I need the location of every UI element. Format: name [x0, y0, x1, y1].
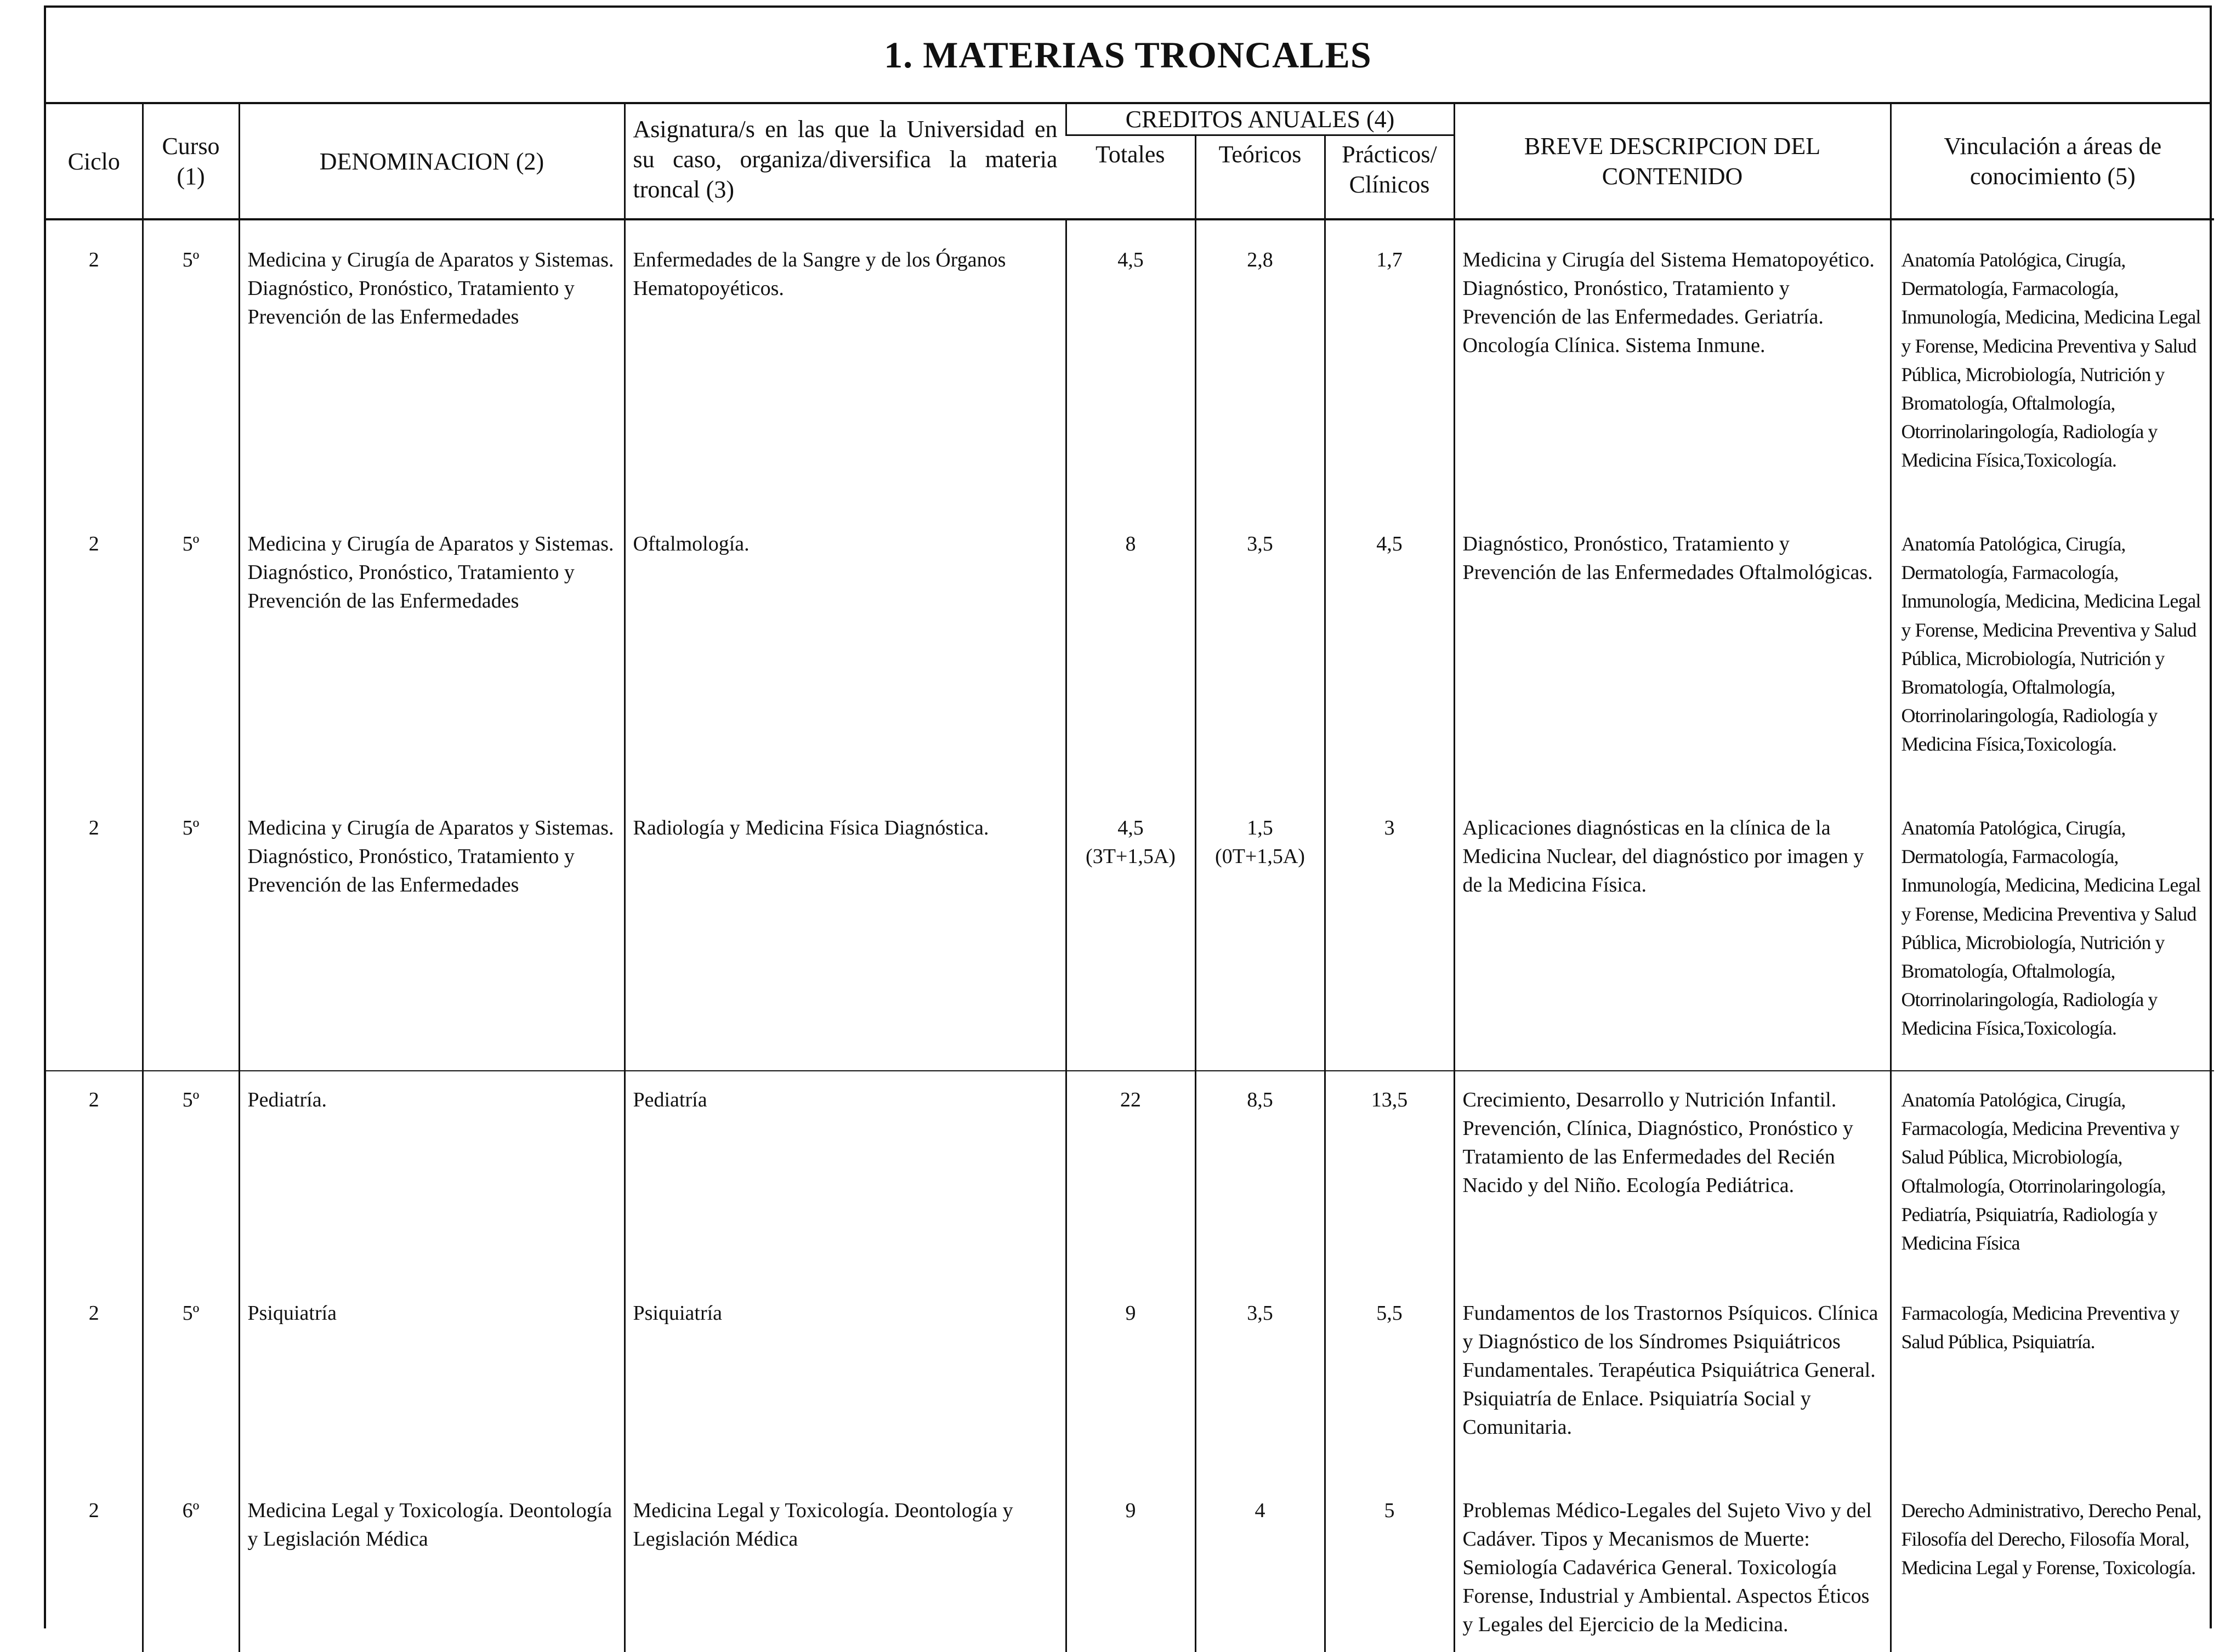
table-row — [46, 504, 2214, 788]
teoricos-cell: 2,8 — [1195, 220, 1325, 504]
asignatura-cell: Pediatría — [625, 1071, 1066, 1274]
denominacion-cell: Medicina y Cirugía de Aparatos y Sistemas. Diagnóstico, Pronóstico, Tratamiento y Prevención de las Enfermedades — [239, 220, 625, 504]
header-asignatura: Asignatura/s en las que la Universidad en su caso, organiza/diversifica la materia troncal (3) — [625, 104, 1066, 219]
totales-detail: (3T+1,5A) — [1086, 845, 1176, 868]
denominacion-cell: Medicina Legal y Toxicología. Deontología y Legislación Médica — [239, 1471, 625, 1652]
teoricos-cell: 3,5 — [1195, 504, 1325, 788]
ciclo-cell: 2 — [88, 816, 99, 839]
header-totales: Totales — [1066, 135, 1195, 220]
asignatura-cell: Radiología y Medicina Física Diagnóstica. — [625, 788, 1066, 1071]
ciclo-cell: 2 — [88, 1499, 99, 1522]
table-row — [46, 1071, 2214, 1274]
teoricos-cell: 4 — [1195, 1471, 1325, 1652]
totales-cell: 22 — [1066, 1071, 1195, 1274]
header-vinculacion: Vinculación a áreas de conocimiento (5) — [1891, 104, 2214, 219]
header-creditos: CREDITOS ANUALES (4) — [1066, 104, 1454, 135]
curso-cell: 6º — [143, 1471, 239, 1652]
areas-cell: Anatomía Patológica, Cirugía, Farmacología, Medicina Preventiva y Salud Pública, Microbiología, Oftalmología, Otorrinolaringología, Pediatría, Psiquiatría, Radiología y Medicina Física — [1891, 1071, 2214, 1274]
teoricos-detail: (0T+1,5A) — [1215, 845, 1305, 868]
denominacion-cell: Medicina y Cirugía de Aparatos y Sistemas. Diagnóstico, Pronóstico, Tratamiento y Prevención de las Enfermedades — [239, 788, 625, 1071]
asignatura-cell: Medicina Legal y Toxicología. Deontología y Legislación Médica — [625, 1471, 1066, 1652]
totales-cell: 8 — [1066, 504, 1195, 788]
descripcion-cell: Aplicaciones diagnósticas en la clínica de la Medicina Nuclear, del diagnóstico por imagen y de la Medicina Física. — [1454, 788, 1891, 1071]
curso-cell: 5º — [143, 788, 239, 1071]
totales-cell: 4,5 — [1066, 220, 1195, 504]
ciclo-cell: 2 — [88, 248, 99, 271]
practicos-cell: 5,5 — [1325, 1274, 1454, 1471]
table-header — [46, 104, 2214, 220]
table-body — [46, 220, 2214, 1652]
header-denominacion: DENOMINACION (2) — [239, 104, 625, 219]
denominacion-cell: Pediatría. — [239, 1071, 625, 1274]
teoricos-cell — [1195, 788, 1325, 1071]
ciclo-cell: 2 — [88, 532, 99, 555]
totales-cell: 9 — [1066, 1274, 1195, 1471]
teoricos-value: 1,5 — [1247, 816, 1273, 839]
denominacion-cell: Medicina y Cirugía de Aparatos y Sistemas. Diagnóstico, Pronóstico, Tratamiento y Prevención de las Enfermedades — [239, 504, 625, 788]
areas-cell: Derecho Administrativo, Derecho Penal, Filosofía del Derecho, Filosofía Moral, Medicina Legal y Forense, Toxicología. — [1891, 1471, 2214, 1652]
asignatura-cell: Psiquiatría — [625, 1274, 1066, 1471]
table-row — [46, 1471, 2214, 1652]
teoricos-cell: 3,5 — [1195, 1274, 1325, 1471]
areas-cell: Anatomía Patológica, Cirugía, Dermatología, Farmacología, Inmunología, Medicina, Medicina Legal y Forense, Medicina Preventiva y Salud Pública, Microbiología, Nutrición y Bromatología, Oftalmología, Otorrinolaringología, Radiología y Medicina Física,Toxicología. — [1891, 504, 2214, 788]
descripcion-cell: Diagnóstico, Pronóstico, Tratamiento y Prevención de las Enfermedades Oftalmológicas. — [1454, 504, 1891, 788]
totales-cell: 9 — [1066, 1471, 1195, 1652]
header-teoricos: Teóricos — [1195, 135, 1325, 220]
descripcion-cell: Medicina y Cirugía del Sistema Hematopoyético. Diagnóstico, Pronóstico, Tratamiento y Prevención de las Enfermedades. Geriatría. Oncología Clínica. Sistema Inmune. — [1454, 220, 1891, 504]
ciclo-cell: 2 — [88, 1088, 99, 1111]
title-box — [46, 8, 2210, 104]
totales-cell — [1066, 788, 1195, 1071]
practicos-cell: 5 — [1325, 1471, 1454, 1652]
asignatura-cell: Oftalmología. — [625, 504, 1066, 788]
descripcion-cell: Crecimiento, Desarrollo y Nutrición Infantil. Prevención, Clínica, Diagnóstico, Pronóstico y Tratamiento de las Enfermedades del Recién Nacido y del Niño. Ecología Pediátrica. — [1454, 1071, 1891, 1274]
curso-cell: 5º — [143, 220, 239, 504]
asignatura-cell: Enfermedades de la Sangre y de los Órganos Hematopoyéticos. — [625, 220, 1066, 504]
page-title: 1. MATERIAS TRONCALES — [884, 33, 1372, 76]
practicos-cell: 4,5 — [1325, 504, 1454, 788]
areas-cell: Farmacología, Medicina Preventiva y Salud Pública, Psiquiatría. — [1891, 1274, 2214, 1471]
areas-cell: Anatomía Patológica, Cirugía, Dermatología, Farmacología, Inmunología, Medicina, Medicina Legal y Forense, Medicina Preventiva y Salud Pública, Microbiología, Nutrición y Bromatología, Oftalmología, Otorrinolaringología, Radiología y Medicina Física,Toxicología. — [1891, 788, 2214, 1071]
practicos-cell: 1,7 — [1325, 220, 1454, 504]
header-descripcion: BREVE DESCRIPCION DEL CONTENIDO — [1454, 104, 1891, 219]
descripcion-cell: Problemas Médico-Legales del Sujeto Vivo y del Cadáver. Tipos y Mecanismos de Muerte: Semiología Cadavérica General. Toxicología Forense, Industrial y Ambiental. Aspectos Éticos y Legales del Ejercicio de la Medicina. — [1454, 1471, 1891, 1652]
descripcion-cell: Fundamentos de los Trastornos Psíquicos. Clínica y Diagnóstico de los Síndromes Psiquiátricos Fundamentales. Terapéutica Psiquiátrica General. Psiquiatría de Enlace. Psiquiatría Social y Comunitaria. — [1454, 1274, 1891, 1471]
header-ciclo: Ciclo — [46, 104, 143, 219]
ciclo-cell: 2 — [88, 1302, 99, 1325]
document-page — [44, 5, 2212, 1637]
curso-cell: 5º — [143, 1071, 239, 1274]
teoricos-cell: 8,5 — [1195, 1071, 1325, 1274]
practicos-cell: 3 — [1325, 788, 1454, 1071]
table-row — [46, 1274, 2214, 1471]
header-curso: Curso (1) — [143, 104, 239, 219]
table-row — [46, 788, 2214, 1071]
curso-cell: 5º — [143, 1274, 239, 1471]
practicos-cell: 13,5 — [1325, 1071, 1454, 1274]
totales-value: 4,5 — [1117, 816, 1144, 839]
curso-cell: 5º — [143, 504, 239, 788]
header-practicos: Prácticos/ Clínicos — [1325, 135, 1454, 220]
areas-cell: Anatomía Patológica, Cirugía, Dermatología, Farmacología, Inmunología, Medicina, Medicina Legal y Forense, Medicina Preventiva y Salud Pública, Microbiología, Nutrición y Bromatología, Oftalmología, Otorrinolaringología, Radiología y Medicina Física,Toxicología. — [1891, 220, 2214, 504]
table-row — [46, 220, 2214, 504]
denominacion-cell: Psiquiatría — [239, 1274, 625, 1471]
